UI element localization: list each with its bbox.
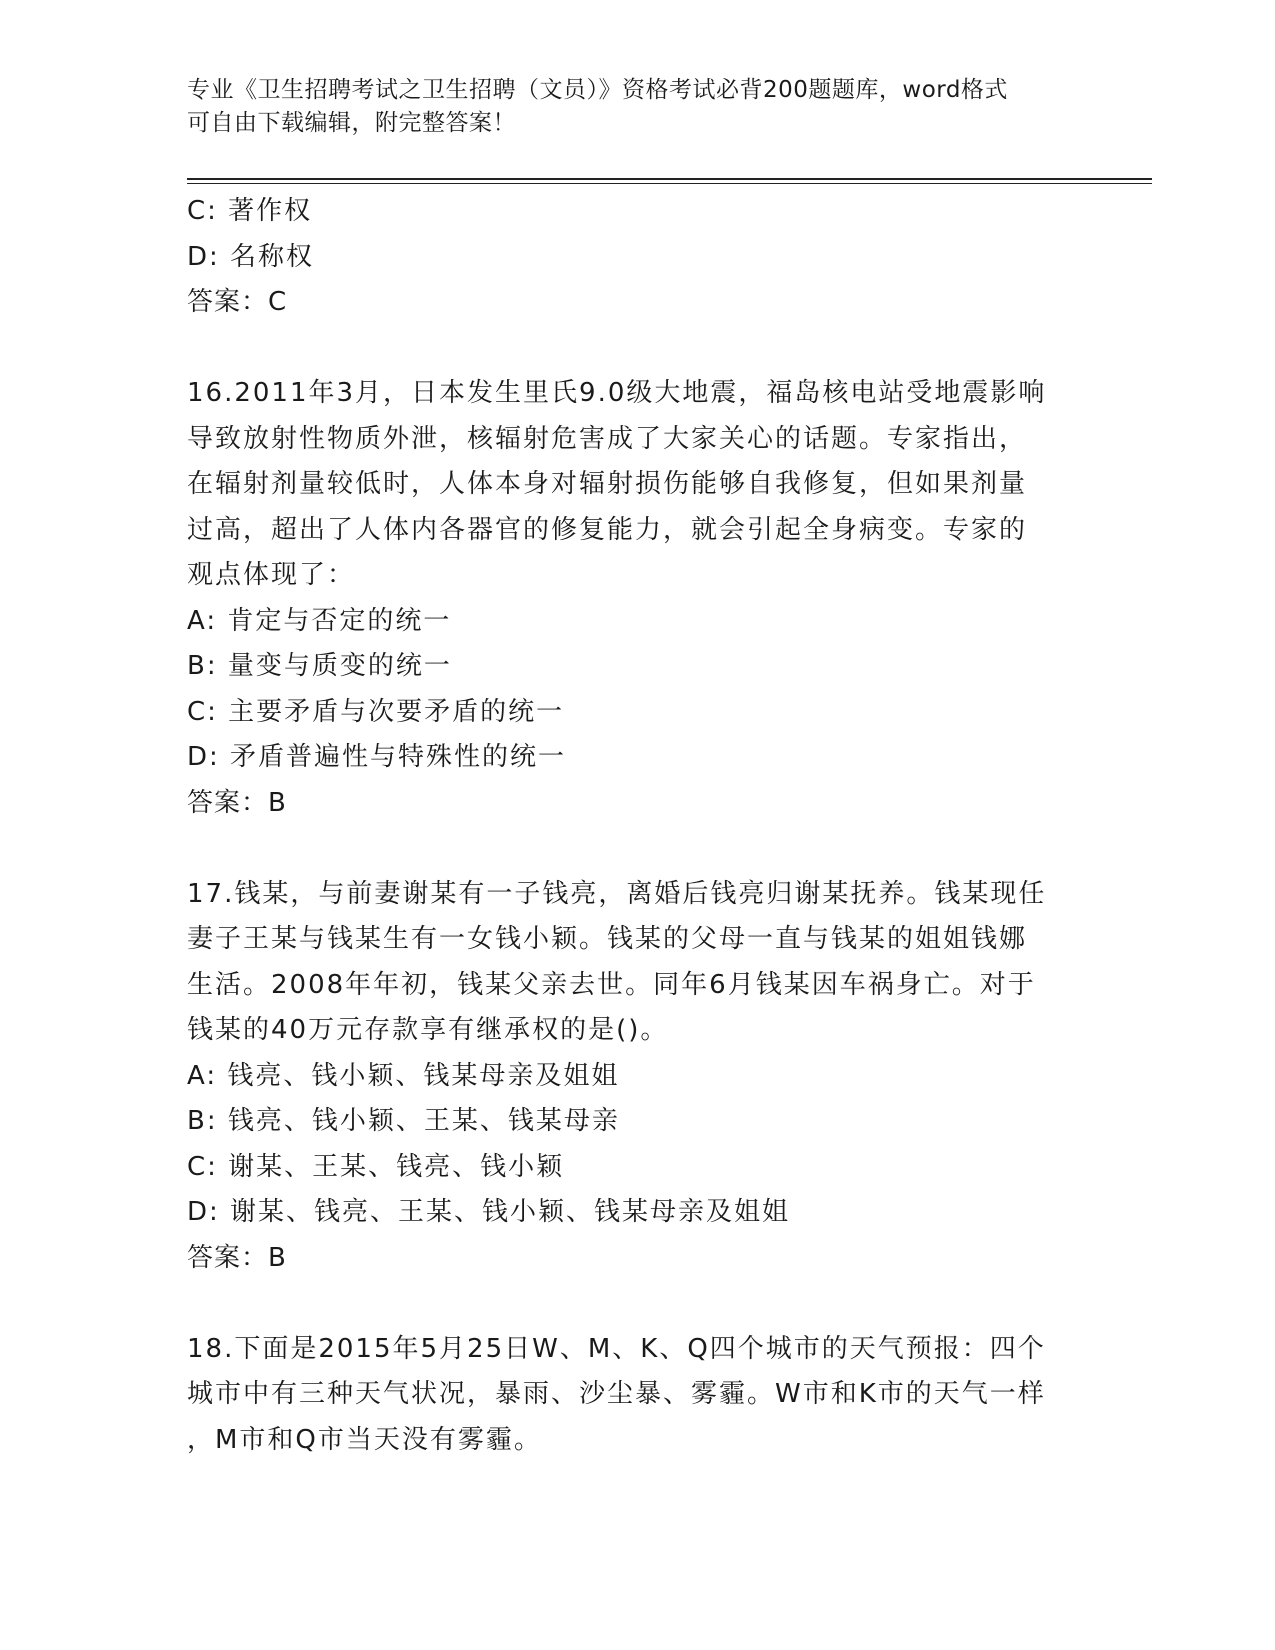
question-stem-line: 导致放射性物质外泄，核辐射危害成了大家关心的话题。专家指出， (187, 423, 1028, 454)
question-stem-line: 观点体现了： (187, 560, 356, 590)
document-header (187, 74, 1067, 140)
question-16 (187, 371, 1117, 826)
question-stem-line: 钱某的40万元存款享有继承权的是()。 (187, 1015, 669, 1045)
answer: 答案：B (187, 787, 287, 818)
question-stem-line: 生活。2008年年初，钱某父亲去世。同年6月钱某因车祸身亡。对于 (187, 969, 1036, 1000)
question-stem-line: 18.下面是2015年5月25日W、M、K、Q四个城市的天气预报：四个 (187, 1333, 1046, 1364)
question-stem-line: 17.钱某，与前妻谢某有一子钱亮，离婚后钱亮归谢某抚养。钱某现任 (187, 878, 1047, 909)
option-d: D: 名称权 (187, 241, 315, 272)
question-17 (187, 872, 1117, 1282)
option-a: A: 肯定与否定的统一 (187, 605, 452, 636)
spacer (187, 826, 1117, 872)
question-stem-line: 妻子王某与钱某生有一女钱小颖。钱某的父母一直与钱某的姐姐钱娜 (187, 924, 1028, 954)
option-d: D: 矛盾普遍性与特殊性的统一 (187, 742, 567, 772)
document-body (187, 189, 1117, 1463)
option-d: D: 谢某、钱亮、王某、钱小颖、钱某母亲及姐姐 (187, 1197, 791, 1227)
spacer (187, 1281, 1117, 1327)
question-stem-line: 城市中有三种天气状况，暴雨、沙尘暴、雾霾。W市和K市的天气一样 (187, 1379, 1046, 1409)
header-line-2: 可自由下载编辑，附完整答案！ (187, 110, 516, 136)
header-rule-thick (187, 178, 1152, 180)
option-c: C: 谢某、王某、钱亮、钱小颖 (187, 1151, 565, 1182)
prev-question (187, 189, 1117, 326)
question-stem-line: 在辐射剂量较低时，人体本身对辐射损伤能够自我修复，但如果剂量 (187, 469, 1028, 499)
option-b: B: 量变与质变的统一 (187, 651, 452, 681)
answer: 答案：B (187, 1242, 287, 1273)
option-c: C: 主要矛盾与次要矛盾的统一 (187, 696, 565, 727)
option-c: C: 著作权 (187, 196, 313, 226)
question-18 (187, 1327, 1117, 1464)
header-rule-thin (187, 183, 1152, 184)
question-stem-line: ，M市和Q市当天没有雾霾。 (187, 1424, 542, 1455)
option-a: A: 钱亮、钱小颖、钱某母亲及姐姐 (187, 1060, 620, 1091)
question-stem-line: 过高，超出了人体内各器官的修复能力，就会引起全身病变。专家的 (187, 514, 1028, 545)
option-b: B: 钱亮、钱小颖、王某、钱某母亲 (187, 1106, 620, 1136)
spacer (187, 326, 1117, 372)
header-line-1: 专业《卫生招聘考试之卫生招聘（文员）》资格考试必背200题题库，word格式 (187, 77, 1008, 103)
question-stem-line: 16.2011年3月，日本发生里氏9.0级大地震，福岛核电站受地震影响 (187, 378, 1047, 408)
answer: 答案：C (187, 287, 288, 317)
